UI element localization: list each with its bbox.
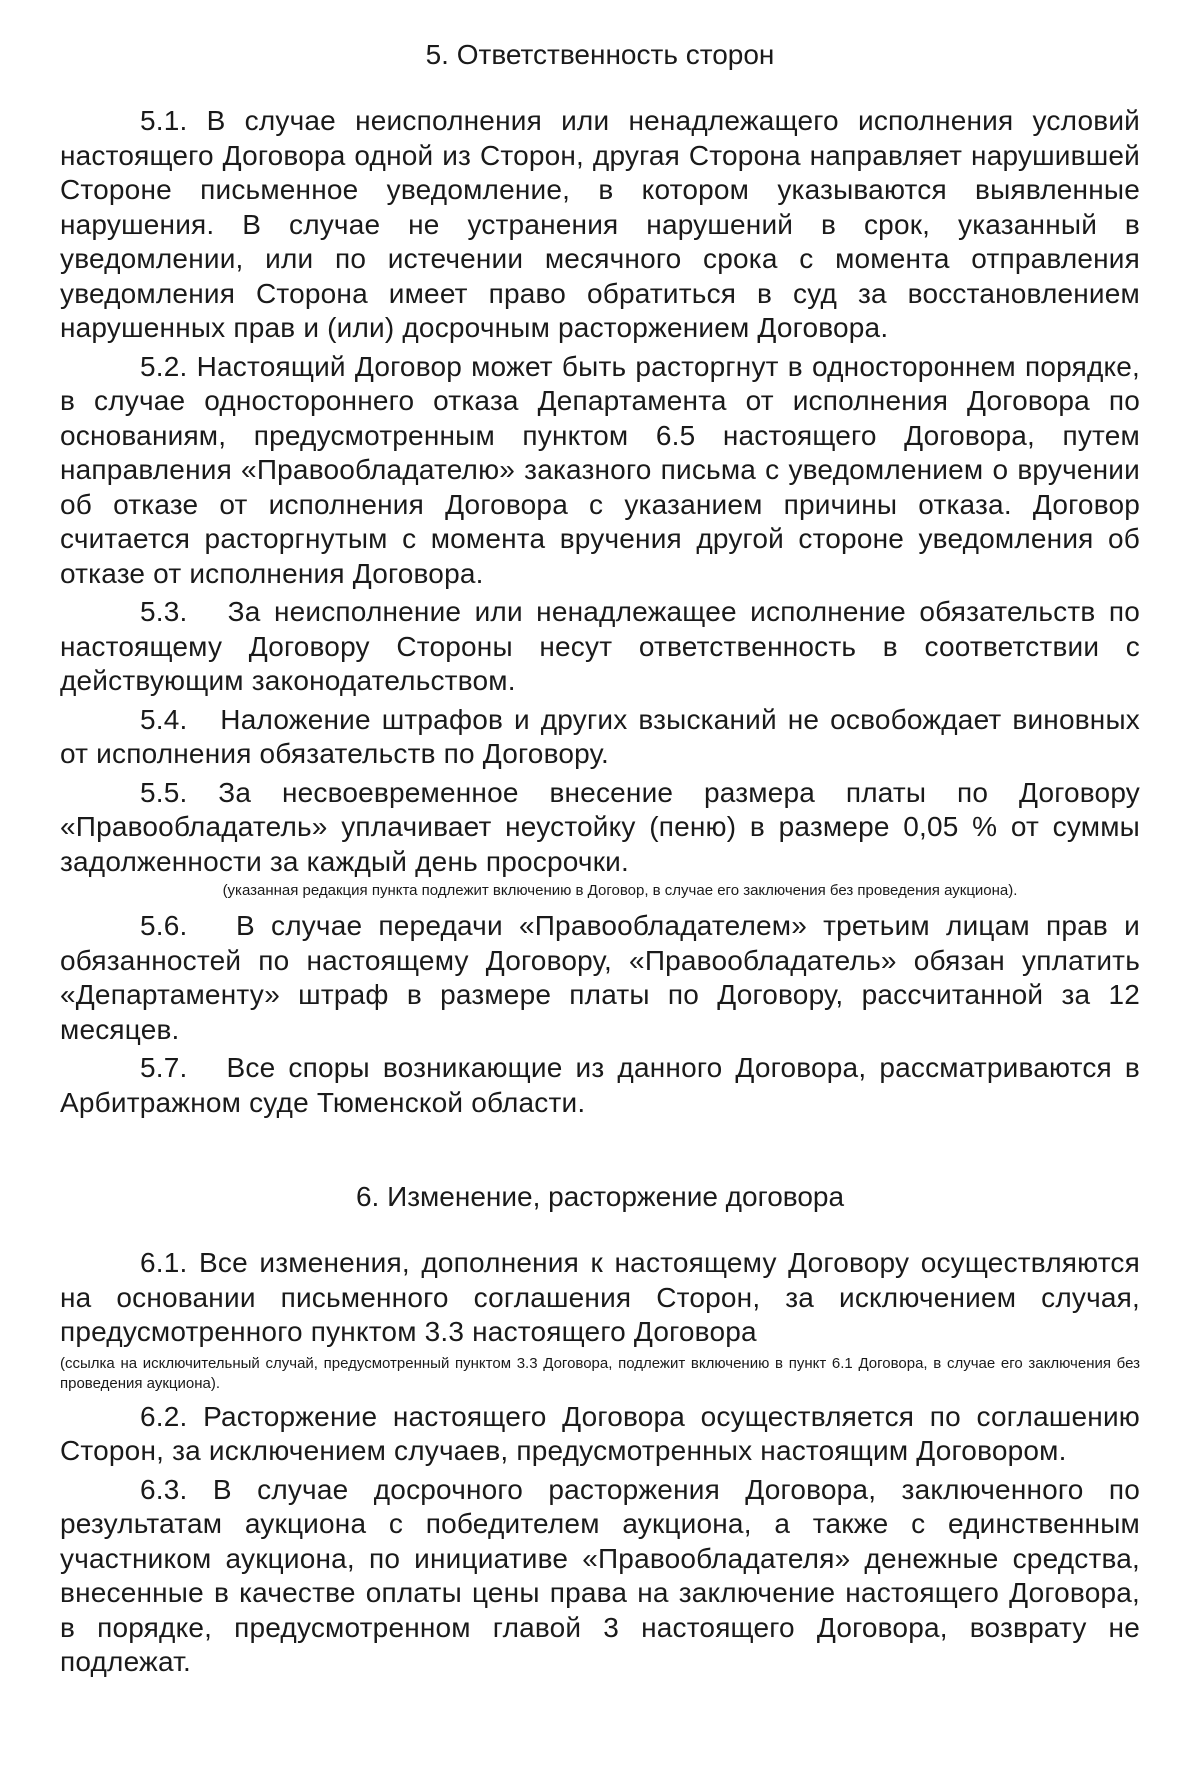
section-6-title: 6. Изменение, расторжение договора: [355, 1181, 845, 1212]
clause-6-1: 6.1. Все изменения, дополнения к настоящему Договору осуществляются на основании письменного соглашения Сторон, за исключением случая, предусмотренного пунктом 3.3 настоящего Договора: [60, 1247, 1140, 1347]
document-content: [60, 30, 1140, 1684]
section-5-title: 5. Ответственность сторон: [425, 39, 775, 70]
clause-5-1: 5.1. В случае неисполнения или ненадлежащего исполнения условий настоящего Договора одной из Сторон, другая Сторона направляет нарушившей Стороне письменное уведомление, в котором указываются выявленные нарушения. В случае не устранения нарушений в срок, указанный в уведомлении, или по истечении месячного срока с момента отправления уведомления Сторона имеет право обратиться в суд за восстановлением нарушенных прав и (или) досрочным расторжением Договора.: [60, 105, 1140, 343]
clause-5-6: 5.6. В случае передачи «Правообладателем» третьим лицам прав и обязанностей по настоящему Договору, «Правообладатель» обязан уплатить «Департаменту» штраф в размере платы по Договору, рассчитанной за 12 месяцев.: [60, 910, 1140, 1045]
clause-5-5-note: (указанная редакция пункта подлежит включению в Договор, в случае его заключения без проведения аукциона).: [222, 882, 1018, 899]
clause-5-3: 5.3. За неисполнение или ненадлежащее исполнение обязательств по настоящему Договору Стороны несут ответственность в соответствии с действующим законодательством.: [60, 596, 1140, 696]
clause-6-1-note: (ссылка на исключительный случай, предусмотренный пунктом 3.3 Договора, подлежит включению в пункт 6.1 Договора, в случае его заключения без проведения аукциона).: [60, 1354, 1140, 1392]
clause-5-7: 5.7. Все споры возникающие из данного Договора, рассматриваются в Арбитражном суде Тюменской области.: [60, 1052, 1140, 1118]
clause-6-3: 6.3. В случае досрочного расторжения Договора, заключенного по результатам аукциона с победителем аукциона, а также с единственным участником аукциона, по инициативе «Правообладателя» денежные средства, внесенные в качестве оплаты цены права на заключение настоящего Договора, в порядке, предусмотренном главой 3 настоящего Договора, возврату не подлежат.: [60, 1473, 1140, 1677]
clause-6-2: 6.2. Расторжение настоящего Договора осуществляется по соглашению Сторон, за исключением случаев, предусмотренных настоящим Договором.: [60, 1400, 1140, 1466]
clause-5-5: 5.5. За несвоевременное внесение размера платы по Договору «Правообладатель» уплачивает неустойку (пеню) в размере 0,05 % от суммы задолженности за каждый день просрочки.: [60, 776, 1140, 877]
clause-5-4: 5.4. Наложение штрафов и других взысканий не освобождает виновных от исполнения обязательств по Договору.: [60, 703, 1140, 769]
clause-5-2: 5.2. Настоящий Договор может быть расторгнут в одностороннем порядке, в случае одностороннего отказа Департамента от исполнения Договора по основаниям, предусмотренным пунктом 6.5 настоящего Договора, путем направления «Правообладателю» заказного письма с уведомлением о вручении об отказе от исполнения Договора с указанием причины отказа. Договор считается расторгнутым с момента вручения другой стороне уведомления об отказе от исполнения Договора.: [60, 350, 1140, 589]
